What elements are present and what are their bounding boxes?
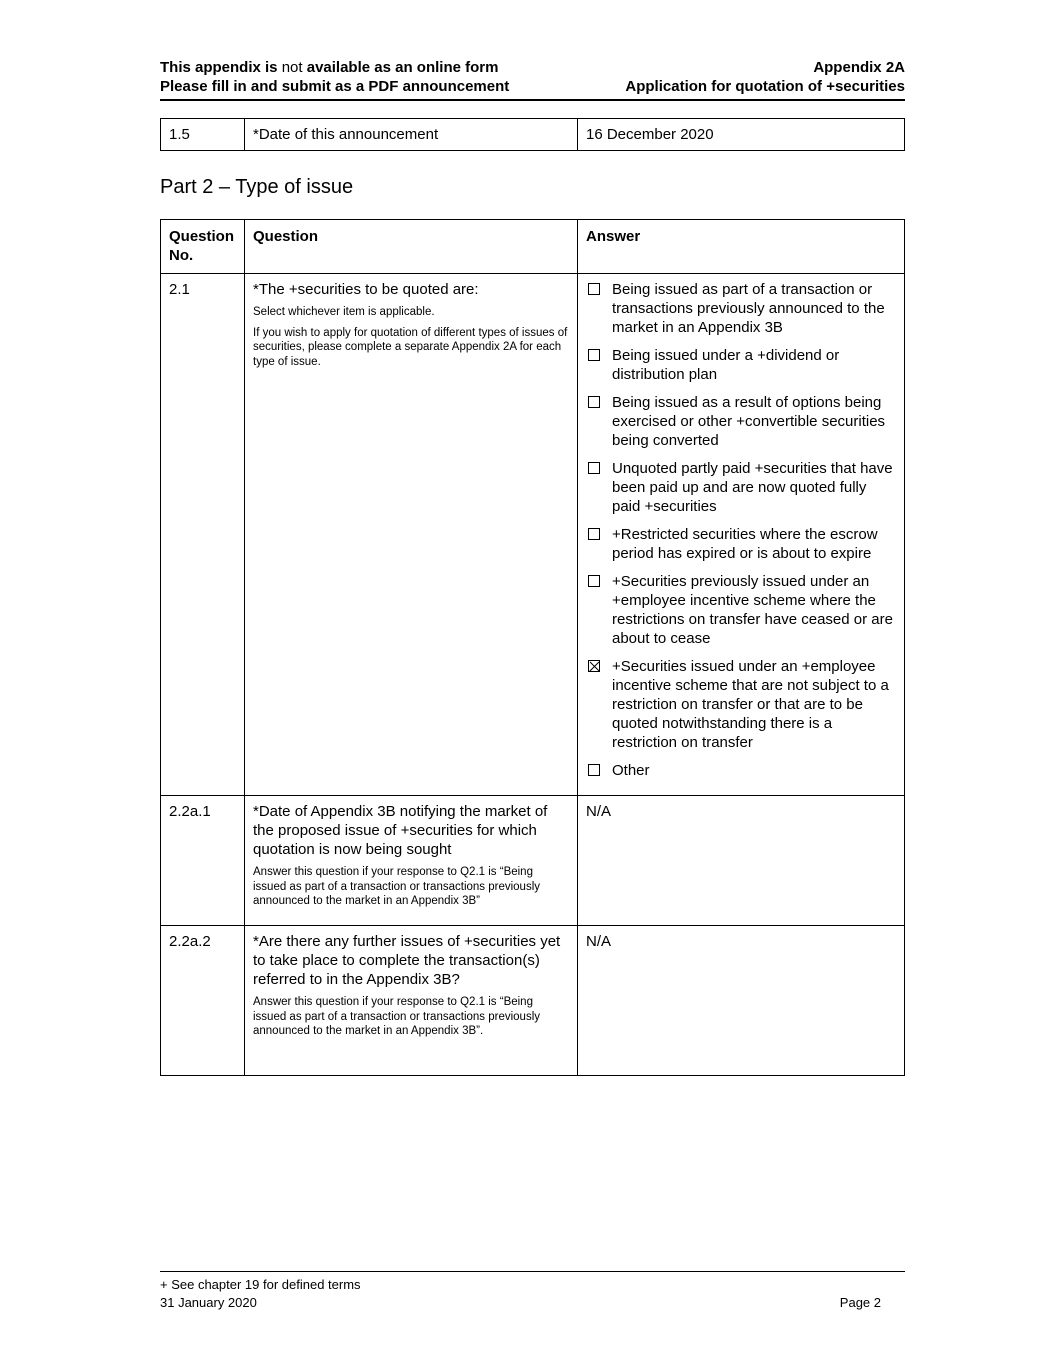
question-number: 2.1: [161, 274, 245, 796]
answer-cell: [578, 274, 905, 796]
footer-note: + See chapter 19 for defined terms: [160, 1277, 361, 1292]
checkbox-unchecked-icon[interactable]: [588, 462, 600, 474]
answer-value: N/A: [578, 796, 905, 926]
header-right: [625, 58, 905, 96]
checkbox-option[interactable]: [586, 280, 895, 337]
question-cell: [245, 796, 578, 926]
header-text: This appendix is: [160, 59, 282, 76]
appendix-title: Appendix 2A: [813, 59, 905, 76]
question-note: Answer this question if your response to Q2.1 is “Being issued as part of a transaction or transactions previously announced to the market in an Appendix 3B”: [253, 866, 541, 907]
checkbox-unchecked-icon[interactable]: [588, 764, 600, 776]
page-number: Page 2: [839, 1294, 881, 1310]
header-left: [160, 58, 509, 96]
table-row-2-2a-2: [161, 926, 905, 1076]
question-note: Answer this question if your response to Q2.1 is “Being issued as part of a transaction or transactions previously announced to the market in an Appendix 3B”.: [253, 996, 541, 1037]
checkbox-option[interactable]: [586, 393, 895, 450]
question-text: *Date of Appendix 3B notifying the market of the proposed issue of +securities for which quotation is now being sought: [253, 803, 548, 858]
header-left-line1: [160, 58, 509, 77]
checkbox-option[interactable]: [586, 572, 895, 648]
question-number: 2.2a.2: [161, 926, 245, 1076]
answer-value: N/A: [578, 926, 905, 1076]
question-number: 2.2a.1: [161, 796, 245, 926]
option-label: Other: [612, 762, 650, 779]
question-text: *The +securities to be quoted are:: [253, 281, 479, 298]
option-label: +Securities issued under an +employee incentive scheme that are not subject to a restriction on transfer or that are to be quoted notwithstanding there is a restriction on transfer: [612, 658, 889, 751]
option-label: +Securities previously issued under an +employee incentive scheme where the restrictions on transfer have ceased or are about to cease: [612, 573, 893, 647]
checkbox-unchecked-icon[interactable]: [588, 396, 600, 408]
checkbox-unchecked-icon[interactable]: [588, 575, 600, 587]
checkbox-checked-icon[interactable]: [588, 660, 600, 672]
option-label: Being issued as part of a transaction or transactions previously announced to the market in an Appendix 3B: [612, 281, 885, 336]
footer-row: [160, 1294, 905, 1312]
table-row-2-2a-1: [161, 796, 905, 926]
question-cell: [245, 274, 578, 796]
page-header: [160, 58, 905, 96]
header-rule: [160, 99, 905, 101]
option-label: Unquoted partly paid +securities that have been paid up and are now quoted fully paid +securities: [612, 460, 893, 515]
question-text: *Are there any further issues of +securities yet to take place to complete the transaction(s) referred to in the Appendix 3B?: [253, 933, 561, 988]
checkbox-unchecked-icon[interactable]: [588, 528, 600, 540]
checkbox-option[interactable]: [586, 346, 895, 384]
option-label: Being issued as a result of options being exercised or other +convertible securities being converted: [612, 394, 886, 449]
question-text: *Date of this announcement: [245, 119, 578, 151]
page-footer: [160, 1271, 905, 1311]
checkbox-option-selected[interactable]: [586, 657, 895, 752]
checkbox-unchecked-icon[interactable]: [588, 283, 600, 295]
checkbox-unchecked-icon[interactable]: [588, 349, 600, 361]
header-left-line2: Please fill in and submit as a PDF announcement: [160, 78, 510, 95]
question-cell: [245, 926, 578, 1076]
column-header-question-no: Question No.: [161, 220, 245, 274]
part-2-title: Part 2 – Type of issue: [160, 176, 354, 198]
question-note: Select whichever item is applicable.: [253, 306, 435, 318]
header-text-not: not: [281, 59, 303, 76]
checkbox-option[interactable]: [586, 459, 895, 516]
checkbox-option[interactable]: [586, 761, 895, 780]
footer-date: 31 January 2020: [160, 1294, 257, 1310]
header-text: available as an online form: [302, 59, 499, 76]
question-number: 1.5: [161, 119, 245, 151]
answer-value: 16 December 2020: [578, 119, 905, 151]
part-2-table: [160, 219, 905, 1076]
appendix-subtitle: Application for quotation of +securities: [625, 78, 905, 95]
question-note: If you wish to apply for quotation of different types of issues of securities, please complete a separate Appendix 2A for each type of issue.: [253, 326, 568, 368]
column-header-answer: Answer: [578, 220, 905, 274]
option-label: +Restricted securities where the escrow period has expired or is about to expire: [612, 526, 878, 562]
table-row-2-1: [161, 274, 905, 796]
column-header-question: Question: [245, 220, 578, 274]
question-1-5-table: [160, 118, 905, 151]
checkbox-option[interactable]: [586, 525, 895, 563]
table-header-row: [161, 220, 905, 274]
table-row: [161, 119, 905, 151]
option-label: Being issued under a +dividend or distribution plan: [612, 347, 840, 383]
